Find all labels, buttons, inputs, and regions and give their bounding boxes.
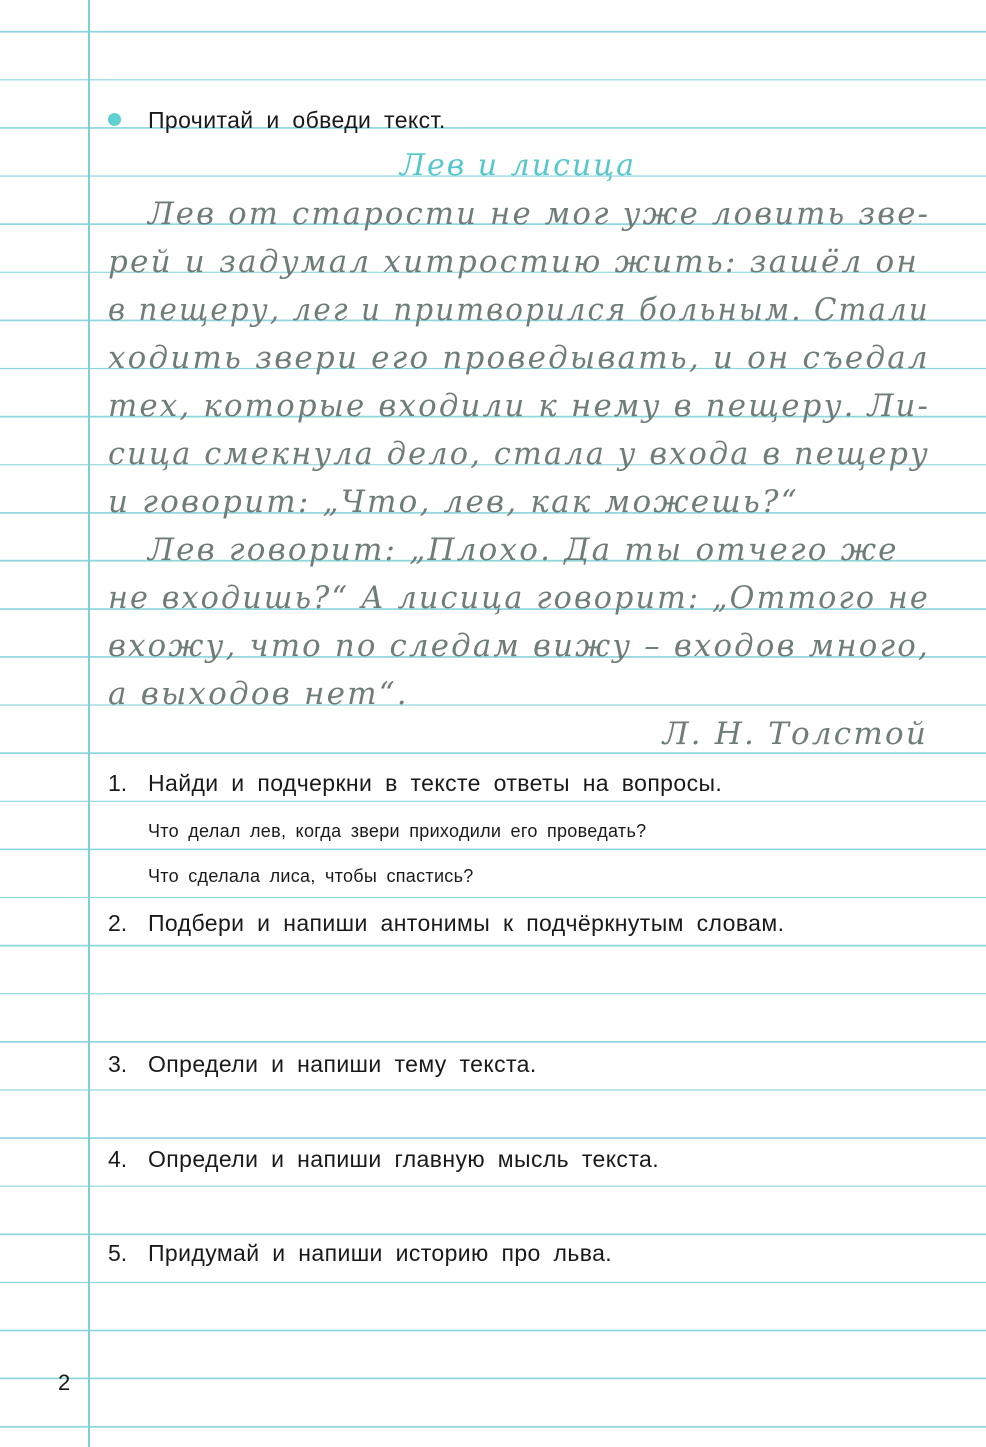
bullet-icon [108,113,121,126]
instruction-text: Прочитай и обведи текст. [148,107,446,133]
task-number: 2. [108,910,128,936]
story-line: Лев от старости не мог уже ловить зве- [148,196,931,232]
story-line: тех, которые входили к нему в пещеру. Ли- [108,388,931,424]
story-line: вхожу, что по следам вижу – входов много, [108,628,930,664]
task-text: Определи и напиши главную мысль текста. [148,1146,659,1172]
question-text: Что сделала лиса, чтобы спастись? [148,866,474,886]
task-number: 4. [108,1146,128,1172]
story-line: а выходов нет“. [108,676,409,712]
task-text: Определи и напиши тему текста. [148,1051,537,1077]
page-number: 2 [58,1370,71,1395]
story-line: и говорит: „Что, лев, как можешь?“ [108,484,799,520]
story-line: ходить звери его проведывать, и он съедал [108,340,930,376]
story-line: Лев говорит: „Плохо. Да ты отчего же [148,532,899,568]
notebook-margin-line [88,0,90,1447]
story-line: в пещеру, лег и притворился больным. Стали [108,292,930,328]
story-line: сица смекнула дело, стала у входа в пещеру [108,436,930,472]
task-text: Придумай и напиши историю про льва. [148,1240,613,1266]
task-number: 3. [108,1051,128,1077]
task-text: Найди и подчеркни в тексте ответы на вопросы. [148,770,723,796]
story-author: Л. Н. Толстой [662,716,928,752]
story-title: Лев и лисица [400,148,637,183]
task-number: 1. [108,770,128,796]
question-text: Что делал лев, когда звери приходили его проведать? [148,821,647,841]
story-line: рей и задумал хитростию жить: зашёл он [108,244,919,280]
story-line: не входишь?“ А лисица говорит: „Оттого не [108,580,930,616]
task-number: 5. [108,1240,128,1266]
task-text: Подбери и напиши антонимы к подчёркнутым словам. [148,910,785,936]
